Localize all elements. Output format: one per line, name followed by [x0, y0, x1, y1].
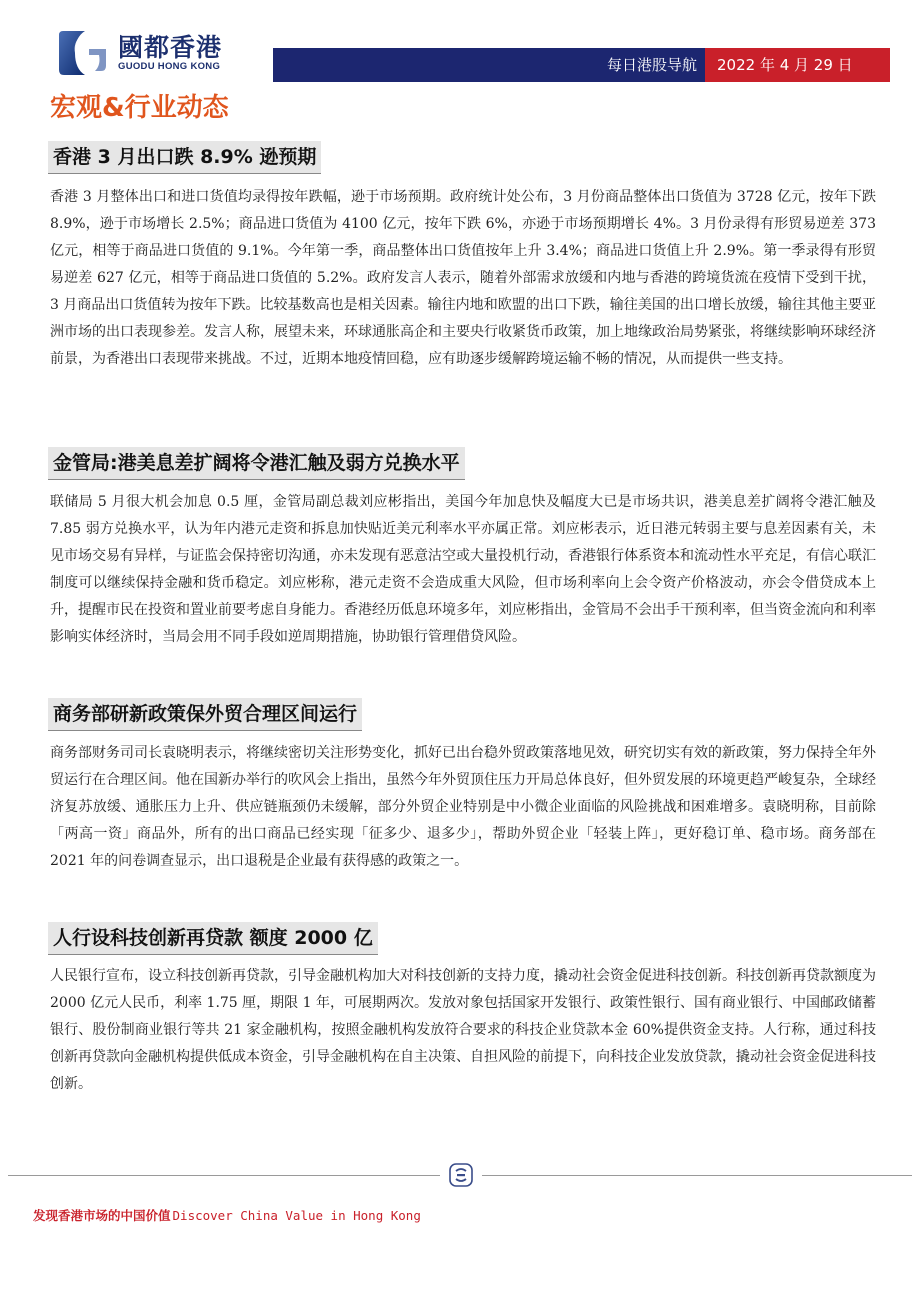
logo-name-en: GUODU HONG KONG [118, 61, 221, 72]
article-heading: 商务部研新政策保外贸合理区间运行 [48, 698, 362, 731]
footer-slogan [33, 1206, 421, 1224]
article-heading: 金管局:港美息差扩阔将令港汇触及弱方兑换水平 [48, 447, 465, 480]
report-title: 每日港股导航 [606, 56, 697, 74]
guodu-emblem-icon [448, 1162, 474, 1188]
article-heading: 人行设科技创新再贷款 额度 2000 亿 [48, 922, 378, 955]
footer-divider [482, 1175, 912, 1176]
article-body: 商务部财务司司长袁晓明表示，将继续密切关注形势变化，抓好已出台稳外贸政策落地见效，研究切实有效的新政策，努力保持全年外贸运行在合理区间。他在国新办举行的吹风会上指出，虽然今年外贸顶住压力开局总体良好，但外贸发展的环境更趋严峻复杂，全球经济复苏放缓、通胀压力上升、供应链瓶颈仍未缓解，部分外贸企业特别是中小微企业面临的风险挑战和困难增多。袁晓明称，目前除「两高一资」商品外，所有的出口商品已经实现「征多少、退多少」，帮助外贸企业「轻装上阵」，更好稳订单、稳市场。商务部在 2021 年的问卷调查显示，出口退税是企业最有获得感的政策之一。 [50, 745, 876, 869]
footer-divider [8, 1175, 440, 1176]
footer-slogan-cn: 发现香港市场的中国价值 [33, 1208, 171, 1223]
footer-slogan-en: Discover China Value in Hong Kong [172, 1208, 421, 1223]
article-body: 人民银行宣布，设立科技创新再贷款，引导金融机构加大对科技创新的支持力度，撬动社会资金促进科技创新。科技创新再贷款额度为 2000 亿元人民币，利率 1.75 厘，期限 1 年，可展期两次。发放对象包括国家开发银行、政策性银行、国有商业银行、中国邮政储蓄银行、股份制商业银行等共 21 家金融机构，按照金融机构发放符合要求的科技企业贷款本金 60%提供资金支持。人行称，通过科技创新再贷款向金融机构提供低成本资金，引导金融机构在自主决策、自担风险的前提下，向科技企业发放贷款，撬动社会资金促进科技创新。 [50, 968, 876, 1092]
section-title: 宏观&行业动态 [50, 93, 229, 123]
article-heading: 香港 3 月出口跌 8.9% 逊预期 [48, 141, 321, 174]
report-date: 2022 年 4 月 29 日 [705, 48, 890, 82]
article-body: 联储局 5 月很大机会加息 0.5 厘，金管局副总裁刘应彬指出，美国今年加息快及幅度大已是市场共识，港美息差扩阔将令港汇触及 7.85 弱方兑换水平，认为年内港元走资和拆息加快贴近美元利率水平亦属正常。刘应彬表示，近日港元转弱主要与息差因素有关，未见市场交易有异样，与证监会保持密切沟通，亦未发现有恶意沽空或大量投机行动，香港银行体系资本和流动性水平充足，有信心联汇制度可以继续保持金融和货币稳定。刘应彬称，港元走资不会造成重大风险，但市场利率向上会令资产价格波动，亦会令借贷成本上升，提醒市民在投资和置业前要考虑自身能力。香港经历低息环境多年，刘应彬指出，金管局不会出手干预利率，但当资金流向和利率影响实体经济时，当局会用不同手段如逆周期措施，协助银行管理借贷风险。 [50, 494, 876, 645]
guodu-logo-icon [55, 25, 110, 80]
article-body: 香港 3 月整体出口和进口货值均录得按年跌幅，逊于市场预期。政府统计处公布，3 月份商品整体出口货值为 3728 亿元，按年下跌 8.9%，逊于市场增长 2.5%；商品进口货值为 4100 亿元，按年下跌 6%，亦逊于市场预期增长 4%。3 月份录得有形贸易逆差 373 亿元，相等于商品进口货值的 9.1%。今年第一季，商品整体出口货值按年上升 3.4%；商品进口货值上升 2.9%。第一季录得有形贸易逆差 627 亿元，相等于商品进口货值的 5.2%。政府发言人表示，随着外部需求放缓和内地与香港的跨境货流在疫情下受到干扰，3 月商品出口货值转为按年下跌。比较基数高也是相关因素。输往内地和欧盟的出口下跌，输往美国的出口增长放缓，输往其他主要亚洲市场的出口表现参差。发言人称，展望未来，环球通胀高企和主要央行收紧货币政策，加上地缘政治局势紧张，将继续影响环球经济前景，为香港出口表现带来挑战。不过，近期本地疫情回稳，应有助逐步缓解跨境运输不畅的情况，从而提供一些支持。 [50, 189, 876, 367]
logo-name-cn: 國都香港 [118, 33, 223, 62]
